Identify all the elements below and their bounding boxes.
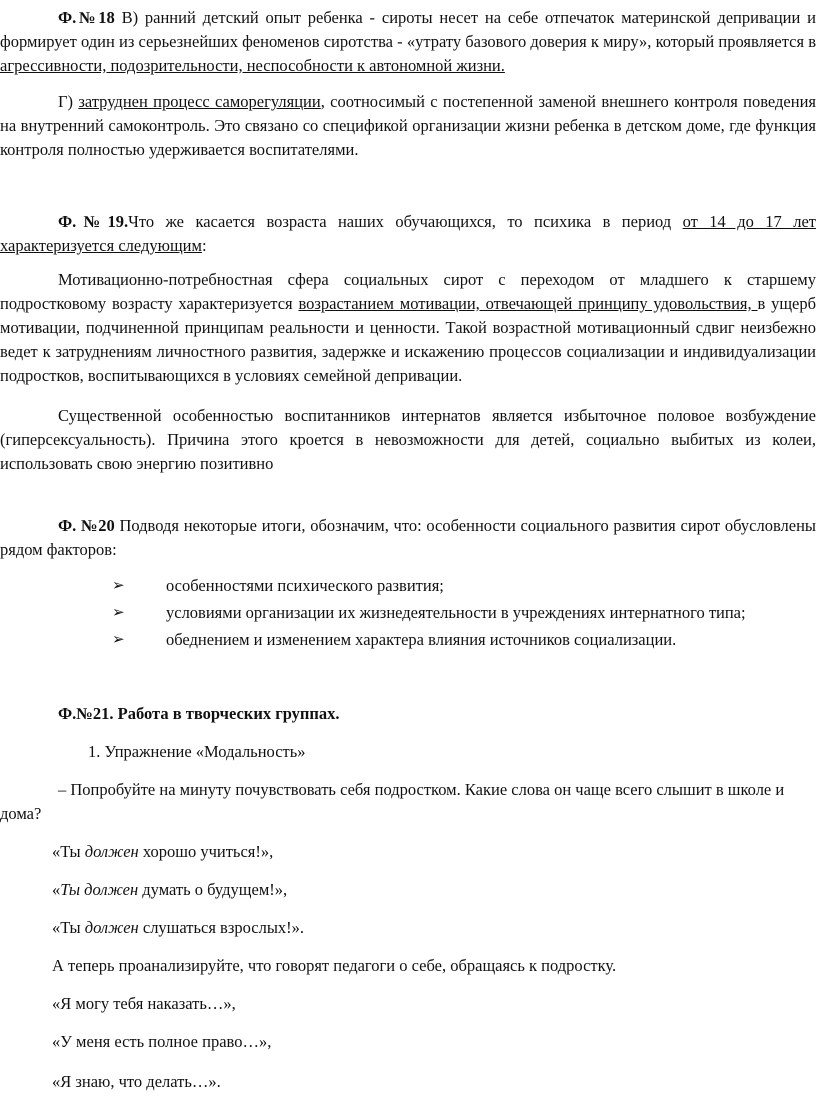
f19-intro-colon: : [201, 236, 207, 255]
teacher-quote-text: «У меня есть полное право…», [52, 1032, 272, 1051]
exercise-prompt-text: – Попробуйте на минуту почувствовать себя подростком. Какие слова он чаще всего слышит в школе и дома? [0, 780, 785, 823]
quote-emphasis: должен [84, 842, 139, 861]
list-item-text: обеднением и изменением характера влияния источников социализации. [166, 630, 677, 649]
quote-open: «Ты [52, 918, 85, 937]
teacher-quote-text: «Я знаю, что делать…». [52, 1072, 221, 1091]
quote-rest: думать о будущем!», [138, 880, 288, 899]
f19-p1-underlined: возрастанием мотивации, отвечающей принципу удовольствия, [298, 294, 758, 313]
quote-open: «Ты [52, 842, 85, 861]
g-marker: Г) [58, 92, 79, 111]
quote-line-2 [0, 878, 816, 902]
f18-label: Ф.№18 [58, 8, 115, 27]
teacher-quote-1 [0, 992, 816, 1016]
quote-emphasis: должен [84, 918, 139, 937]
f18-underlined-text: агрессивности, подозрительности, неспособности к автономной жизни. [0, 56, 505, 75]
quote-rest: хорошо учиться!», [138, 842, 274, 861]
quote-rest: слушаться взрослых!». [138, 918, 305, 937]
f20-factor-list [112, 572, 812, 653]
quote-open: « [52, 880, 61, 899]
exercise-prompt [0, 778, 816, 826]
quote-emphasis: Ты должен [60, 880, 139, 899]
quote-line-1 [0, 840, 816, 864]
teacher-quote-2 [0, 1030, 816, 1054]
f20-intro [0, 514, 816, 562]
teacher-quote-3 [0, 1070, 816, 1094]
f18-paragraph-v [0, 6, 816, 78]
f19-p1-text: Мотивационно-потребностная сфера социальных сирот с переходом от младшего к старшему подростковому возрасту характеризуется [0, 270, 816, 313]
analyze-text: А теперь проанализируйте, что говорят педагоги о себе, обращаясь к подростку. [52, 956, 617, 975]
f20-intro-text: Подводя некоторые итоги, обозначим, что: особенности социального развития сирот обусловлены рядом факторов: [0, 516, 816, 559]
f19-p1-tail: в ущерб мотивации, подчиненной принципам реальности и ценности. Такой возрастной мотивационный сдвиг неизбежно ведет к затруднениям личностного развития, задержке и искажению процессов социализации и индивидуализации подростков, воспитывающихся в условиях семейной депривации. [0, 294, 816, 385]
f19-intro-text: Что же касается возраста наших обучающихся, то психика в период [128, 212, 683, 231]
g-text: , соотносимый с постепенной заменой внешнего контроля поведения на внутренний самоконтроль. Это связано со спецификой организации жизни ребенка в детском доме, где функция контроля полностью удерживается воспитателями. [0, 92, 816, 159]
analyze-line [0, 954, 816, 978]
f18-paragraph-g [0, 90, 816, 162]
exercise-title-text: 1. Упражнение «Модальность» [88, 742, 306, 761]
g-underlined-text: затруднен процесс саморегуляции [78, 92, 321, 111]
arrow-bullet-icon: ➢ [112, 603, 125, 621]
list-item [112, 572, 812, 599]
list-item-text: особенностями психического развития; [166, 576, 444, 595]
f19-p2-text: Существенной особенностью воспитанников интернатов является избыточное половое возбуждение (гиперсексуальность). Причина этого кроется в невозможности для детей, социально выбитых из колеи, использовать свою энергию позитивно [0, 406, 816, 473]
quote-line-3 [0, 916, 816, 940]
teacher-quote-text: «Я могу тебя наказать…», [52, 994, 236, 1013]
arrow-bullet-icon: ➢ [112, 576, 125, 594]
exercise-title [0, 740, 816, 764]
f20-label: Ф. №20 [58, 516, 115, 535]
f19-label: Ф.№19. [58, 212, 129, 231]
list-item-text: условиями организации их жизнедеятельности в учреждениях интернатного типа; [166, 603, 746, 622]
list-item [112, 626, 812, 653]
f21-heading-text: Ф.№21. Работа в творческих группах. [58, 704, 340, 723]
f19-intro-underlined: от 14 до 17 лет характеризуется следующим [0, 212, 816, 255]
f19-intro [0, 210, 816, 258]
f19-paragraph-1 [0, 268, 816, 388]
list-item [112, 599, 812, 626]
arrow-bullet-icon: ➢ [112, 630, 125, 648]
f21-heading [0, 702, 816, 726]
f18-text: В) ранний детский опыт ребенка - сироты несет на себе отпечаток материнской депривации и формирует один из серьезнейших феноменов сиротства - «утрату базового доверия к миру», который проявляется в [0, 8, 816, 51]
f19-paragraph-2 [0, 404, 816, 476]
